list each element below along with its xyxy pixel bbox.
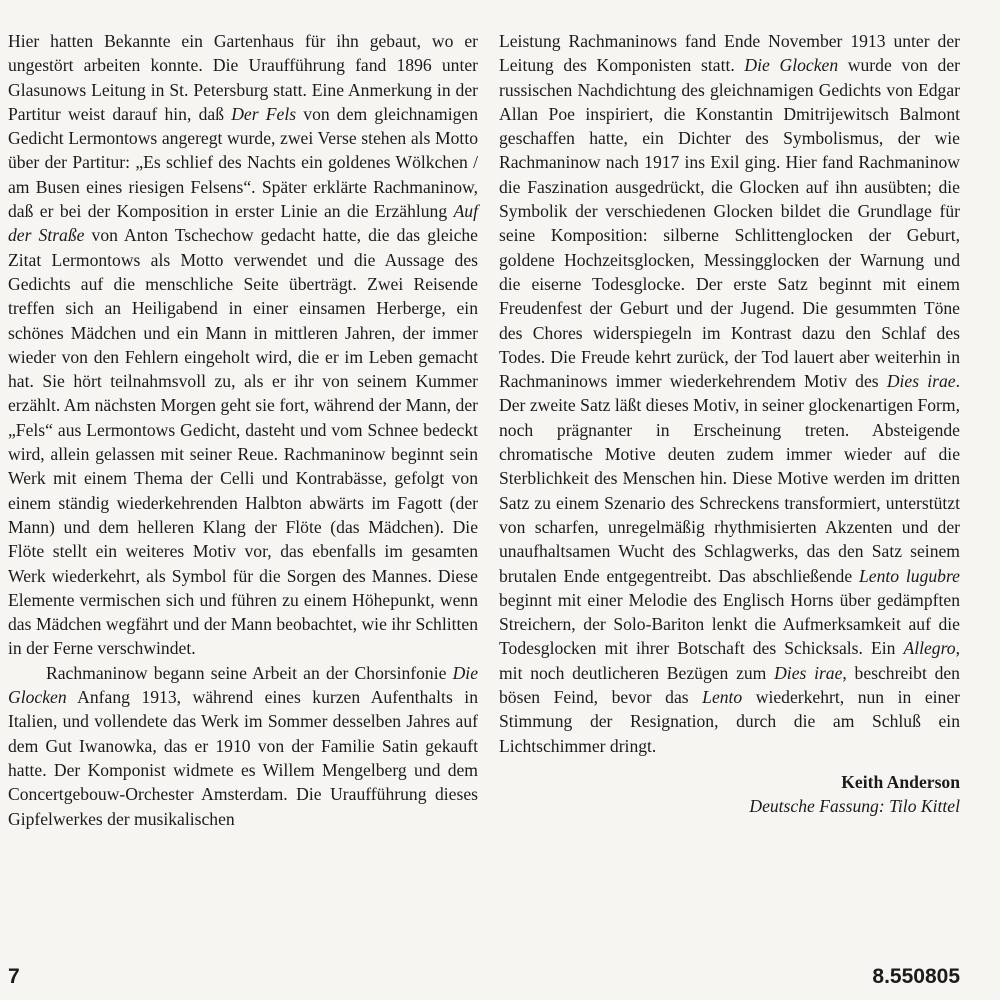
text-run: . Der zweite Satz läßt dieses Motiv, in seiner glockenartigen Form, noch prägnanter in Erscheinung treten. Absteigende chromatische Motive deuten zudem immer wieder auf die Sterblichkeit des Menschen hin. Diese Motive werden im dritten Satz zu einem Szenario des Schreckens transformiert, unterstützt von scharfen, unregelmäßig rhythmisierten Akzenten und der unaufhaltsamen Wucht des Schlagwerks, das den Satz seinem brutalen Ende entgegentreibt. Das abschließende [499, 371, 960, 586]
italic-title: Der Fels [231, 103, 297, 124]
catalog-number: 8.550805 [872, 965, 960, 988]
italic-title: Die Glocken [744, 55, 839, 76]
italic-title: Allegro [903, 638, 956, 659]
translator-credit: Deutsche Fassung: Tilo Kittel [749, 796, 960, 817]
text-run: beginnt mit einer Melodie des Englisch Horns über gedämpften Streichern, der Solo-Bariton lenkt die Aufmerksamkeit auf die Todesglocken mit ihrer Botschaft des Schicksals. Ein [499, 589, 960, 659]
text-run: Anfang 1913, während eines kurzen Aufenthalts in Italien, und vollendete das Werk im Sommer desselben Jahres auf dem Gut Iwanowka, das er 1910 von der Familie Satin gekauft hatte. Der Komponist widmete es Willem Mengelberg und dem Concertgebouw-Orchester Amsterdam. Die Uraufführung dieses Gipfelwerkes der musikalischen [8, 687, 478, 829]
signature-block [499, 770, 960, 819]
right-column [499, 29, 960, 819]
text-run: , mit noch deutlicheren Bezügen zum [499, 638, 960, 683]
text-run: , beschreibt den bösen Feind, bevor das [499, 662, 960, 708]
italic-title: Die Glocken [8, 662, 478, 708]
text-run: von Anton Tschechow gedacht hatte, die das gleiche Zitat Lermontows als Motto verwendet und die Aussage des Gedichts auf die menschliche Seite überträgt. Zwei Reisende treffen sich an Heiligabend in einer einsamen Herberge, ein schönes Mädchen und ein Mann in mittleren Jahren, der immer wieder von den Fehlern eingeholt wird, die er im Leben gemacht hat. Sie hört teilnahmsvoll zu, als er ihr von seinem Kummer erzählt. Am nächsten Morgen geht sie fort, während der Mann, der „Fels“ aus Lermontows Gedicht, dasteht und vom Schnee bedeckt wird, allein gelassen mit seiner Reue. Rachmaninow beginnt sein Werk mit einem Thema der Celli und Kontrabässe, gefolgt von einem ständig wiederkehrenden Halbton abwärts im Fagott (der Mann) und dem helleren Klang der Flöte (das Mädchen). Die Flöte stellt ein weiteres Motiv vor, das ebenfalls im gesamten Werk wiederkehrt, als Symbol für die Sorgen des Mannes. Diese Elemente vermischen sich und führen zu einem Höhepunkt, wenn das Mädchen wegfährt und der Mann beobachtet, wie ihr Schlitten in der Ferne verschwindet. [8, 225, 478, 659]
author-name: Keith Anderson [841, 771, 960, 792]
italic-title: Dies irae [774, 662, 843, 683]
paragraph [8, 661, 478, 831]
italic-title: Lento [702, 687, 743, 708]
text-run: Rachmaninow begann seine Arbeit an der Chorsinfonie [46, 662, 453, 683]
text-run: Hier hatten Bekannte ein Gartenhaus für ihn gebaut, wo er ungestört arbeiten konnte. Die Uraufführung fand 1896 unter Glasunows Leitung in St. Petersburg statt. Eine Anmerkung in der Partitur weist darauf hin, daß [8, 31, 478, 124]
text-run: wiederkehrt, nun in einer Stimmung der Resignation, durch die am Schluß ein Lichtschimmer dringt. [499, 687, 960, 756]
paragraph [499, 29, 960, 758]
italic-title: Lento lugubre [859, 565, 960, 586]
page-number: 7 [8, 965, 20, 988]
italic-title: Auf der Straße [8, 201, 478, 246]
left-column [8, 29, 478, 831]
text-run: Leistung Rachmaninows fand Ende November 1913 unter der Leitung des Komponisten statt. [499, 31, 960, 76]
text-run: von dem gleichnamigen Gedicht Lermontows angeregt wurde, zwei Verse stehen als Motto über der Partitur: „Es schlief des Nachts ein goldenes Wölkchen / am Busen eines riesigen Felsens“. Später erklärte Rachmaninow, daß er bei der Komposition in erster Linie an die Erzählung [8, 103, 478, 222]
italic-title: Dies irae [886, 371, 956, 392]
text-run: wurde von der russischen Nachdichtung des gleichnamigen Gedichts von Edgar Allan Poe inspiriert, die Konstantin Dmitrijewitsch Balmont geschaffen hatte, ein Dichter des Symbolismus, der wie Rachmaninow nach 1917 ins Exil ging. Hier fand Rachmaninow die Faszination ausgedrückt, die Glocken auf ihn ausübten; die Symbolik der verschiedenen Glocken bildet die Grundlage für seine Komposition: silberne Schlittenglocken der Geburt, goldene Hochzeitsglocken, Messingglocken der Warnung und die eiserne Todesglocke. Der erste Satz beginnt mit einem Freudenfest der Geburt und der Jugend. Die gesummten Töne des Chores widerspiegeln im Kontrast dazu den Schlaf des Todes. Die Freude kehrt zurück, der Tod lauert aber weiterhin in Rachmaninows immer wiederkehrendem Motiv des [499, 55, 960, 392]
paragraph [8, 29, 478, 661]
